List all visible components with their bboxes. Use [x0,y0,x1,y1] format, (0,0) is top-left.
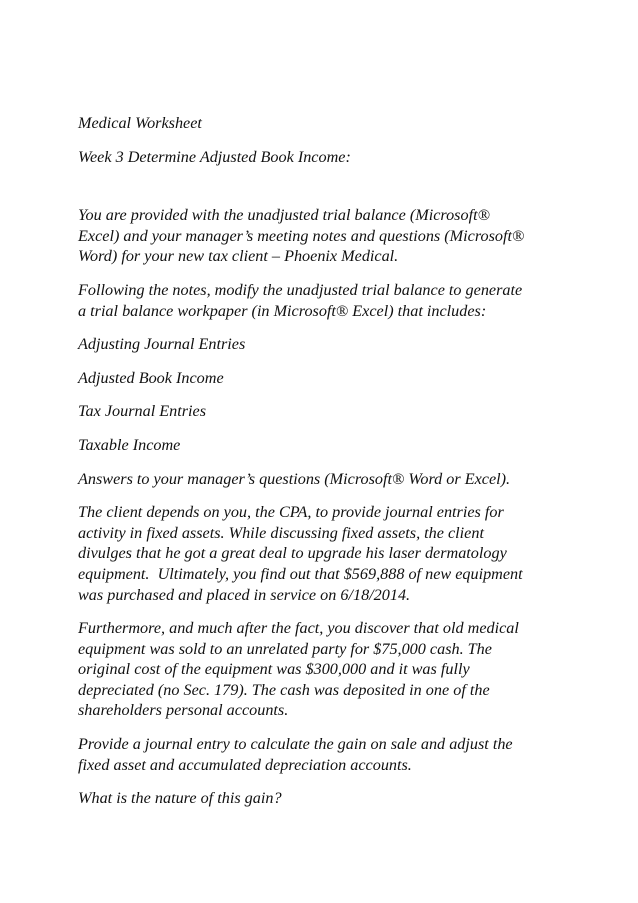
list-item: Tax Journal Entries [78,402,207,421]
journal-entry-paragraph [78,734,578,775]
list-item: Adjusting Journal Entries [78,335,246,354]
intro-line: Excel) and your manager’s meeting notes and questions (Microsoft® [78,226,525,245]
spacer [78,180,578,205]
instructions-paragraph [78,280,578,321]
journal-entry-line: Provide a journal entry to calculate the gain on sale and adjust the [78,735,513,754]
intro-paragraph [78,205,578,267]
sale-paragraph [78,618,578,721]
list-item: Taxable Income [78,435,181,454]
list-item: Answers to your manager’s questions (Microsoft® Word or Excel). [78,469,511,488]
document-title: Medical Worksheet [78,114,202,132]
sale-line: Furthermore, and much after the fact, you discover that old medical [78,619,519,638]
question-paragraph: What is the nature of this gain? [78,789,282,808]
fixed-assets-line: was purchased and placed in service on 6/18/2014. [78,585,411,604]
sale-line: original cost of the equipment was $300,000 and it was fully [78,660,470,679]
intro-line: Word) for your new tax client – Phoenix Medical. [78,247,399,266]
fixed-assets-line: The client depends on you, the CPA, to provide journal entries for [78,503,504,522]
document-subtitle: Week 3 Determine Adjusted Book Income: [78,147,351,166]
instructions-line: a trial balance workpaper (in Microsoft® Excel) that includes: [78,301,487,320]
document-page [78,113,578,822]
list-item: Adjusted Book Income [78,368,224,387]
sale-line: equipment was sold to an unrelated party for $75,000 cash. The [78,639,492,658]
fixed-assets-line: equipment. Ultimately, you find out that $569,888 of new equipment [78,564,523,583]
journal-entry-line: fixed asset and accumulated depreciation accounts. [78,755,412,774]
intro-line: You are provided with the unadjusted trial balance (Microsoft® [78,206,490,225]
fixed-assets-line: divulges that he got a great deal to upgrade his laser dermatology [78,544,507,563]
fixed-assets-paragraph [78,502,578,605]
instructions-line: Following the notes, modify the unadjusted trial balance to generate [78,280,523,299]
sale-line: depreciated (no Sec. 179). The cash was deposited in one of the [78,680,490,699]
sale-line: shareholders personal accounts. [78,701,289,720]
fixed-assets-line: activity in fixed assets. While discussing fixed assets, the client [78,523,484,542]
